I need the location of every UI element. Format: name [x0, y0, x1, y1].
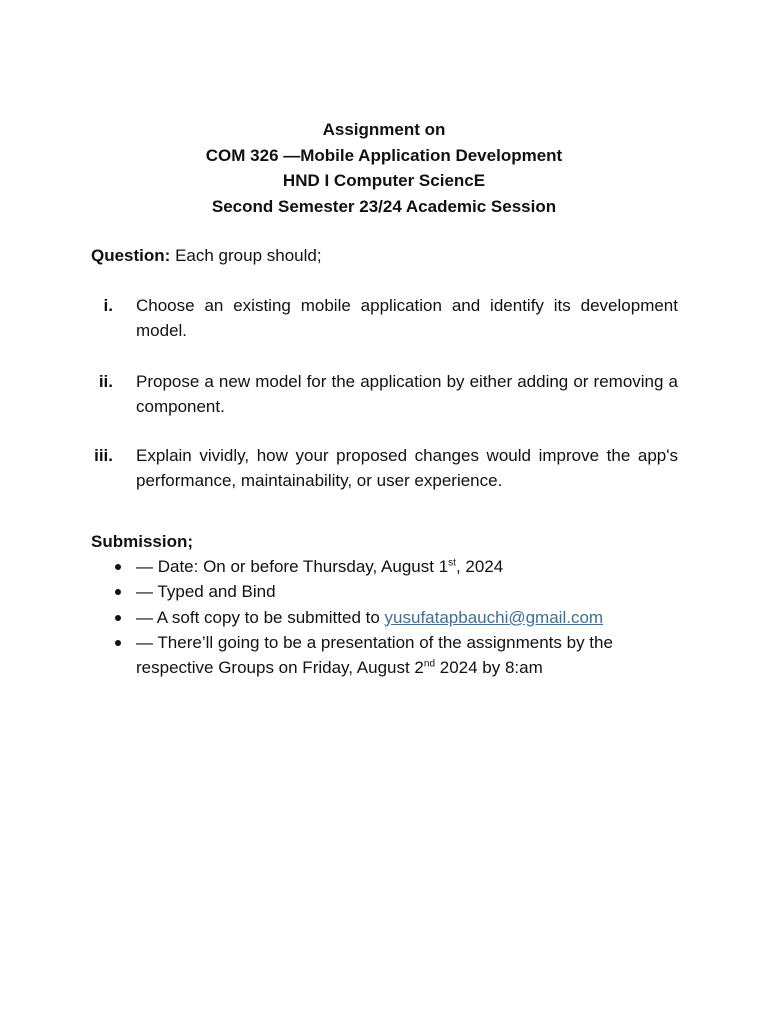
date-text: — Date: On or before Thursday, August 1 — [136, 557, 449, 576]
bullet-icon — [115, 589, 121, 595]
soft-copy-text: — A soft copy to be submitted to — [136, 607, 385, 627]
typed-text: — Typed and Bind — [136, 582, 276, 602]
submission-item-date — [91, 554, 691, 579]
question-label: Question: — [91, 246, 171, 265]
item-text: Propose a new model for the application by either adding or removing a component. — [136, 372, 678, 416]
item-text: Explain vividly, how your proposed changes would improve the app's performance, maintainability, or user experience. — [136, 446, 678, 490]
question-line — [91, 243, 322, 268]
item-number: ii. — [98, 372, 113, 391]
header-title: Assignment on — [322, 120, 446, 139]
item-text: Choose an existing mobile application and identify its development model. — [136, 296, 678, 340]
date-year: , 2024 — [455, 557, 504, 576]
presentation-ordinal: nd — [423, 658, 436, 670]
question-item — [91, 443, 678, 493]
presentation-time: 2024 by 8:am — [435, 658, 543, 678]
bullet-icon — [115, 564, 121, 570]
item-number: iii. — [94, 446, 113, 465]
document-header — [0, 117, 768, 219]
bullet-icon — [115, 640, 121, 646]
submission-heading: Submission; — [91, 532, 194, 551]
question-item — [91, 293, 678, 343]
bullet-icon — [115, 615, 121, 621]
session-name: Second Semester 23/24 Academic Session — [211, 196, 557, 216]
date-ordinal: st — [448, 557, 456, 569]
question-text: Each group should; — [170, 246, 322, 265]
item-number: i. — [103, 296, 113, 315]
course-title: COM 326 —Mobile Application Development — [205, 145, 563, 165]
submission-item-soft-copy — [91, 605, 691, 630]
question-item — [91, 369, 678, 419]
class-name: HND I Computer SciencE — [282, 171, 486, 191]
submission-item-presentation — [91, 630, 691, 681]
submission-item-typed — [91, 579, 691, 604]
email-link[interactable]: yusufatapbauchi@gmail.com — [384, 607, 604, 627]
presentation-text: — There’ll going to be a presentation of the assignments by the respective Groups on Friday, August 2 — [136, 632, 613, 678]
submission-list — [91, 554, 691, 680]
